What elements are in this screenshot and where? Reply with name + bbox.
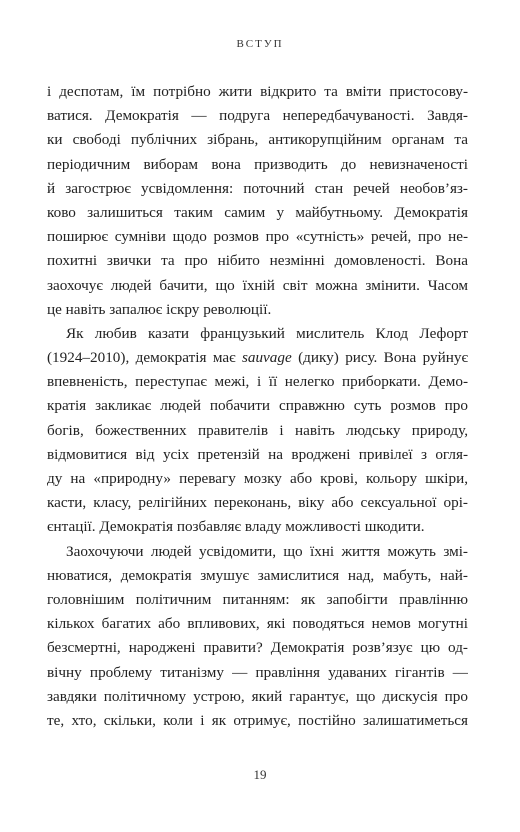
text-line: те, хто, скільки, коли і як отримує, постійно залишатиметься	[47, 711, 468, 729]
text-line: похитні звички та про нібито незмінні домовленості. Вона	[47, 252, 468, 270]
body-text	[47, 80, 468, 733]
text-line: це навіть запалює іскру революції.	[47, 300, 272, 318]
text-line: періодичним виборам вона призводить до невизначеності	[47, 155, 468, 173]
text-line: нюватися, демократія змушує замислитися над, мабуть, най-	[47, 566, 468, 584]
text-line: безсмертні, народжені правити? Демократія розв’язує цю од-	[47, 639, 468, 657]
text-line: впевненість, переступає межі, і її нелегко приборкати. Демо-	[47, 373, 468, 391]
italic-term: sauvage	[241, 349, 292, 367]
text-line: кратія закликає людей побачити справжню суть розмов про	[47, 397, 468, 415]
text-line: ково залишиться таким самим у майбутньому. Демократія	[47, 203, 468, 221]
text-line: завдяки політичному устрою, який гарантує, що дискусія про	[47, 687, 468, 705]
text-line: богів, божественних правителів і навіть людську природу,	[47, 421, 468, 439]
text-line: головнішим політичним питанням: як запобігти правлінню	[47, 590, 468, 608]
text-line: кількох багатих або впливових, які поводяться немов могутні	[47, 615, 468, 633]
text-line: касти, класу, релігійних переконань, віку або сексуальної орі-	[47, 494, 468, 512]
text-line-with-italic	[47, 346, 468, 370]
text-line: поширює сумніви щодо розмов про «сутність» речей, про не-	[47, 228, 468, 246]
text-line: заохочує людей бачити, що їхній світ можна змінити. Часом	[47, 276, 468, 294]
text-line: і деспотам, їм потрібно жити відкрито та вміти пристосову-	[47, 83, 468, 100]
text-line: й загострює усвідомлення: поточний стан речей необов’яз-	[47, 179, 468, 197]
text-line: єнтації. Демократія позбавляє владу можливості шкодити.	[47, 518, 425, 536]
running-head: ВСТУП	[236, 38, 284, 50]
text-line: Заохочуючи людей усвідомити, що їхні життя можуть змі-	[66, 542, 468, 560]
text-line: ду на «природну» перевагу мозку або крові, кольору шкіри,	[47, 470, 468, 487]
text-segment: (дику) рису. Вона руйнує	[291, 349, 468, 367]
text-segment: (1924–2010), демократія має	[47, 349, 242, 367]
text-line: відмовитися від усіх претензій на вроджені привілеї з огля-	[47, 445, 468, 463]
page-number: 19	[253, 767, 267, 782]
text-line: ки свободі публічних зібрань, антикорупційним органам та	[47, 131, 468, 149]
text-line: ватися. Демократія — подруга непередбачуваності. Завдя-	[47, 107, 468, 125]
text-line: Як любив казати французький мислитель Клод Лефорт	[66, 324, 468, 342]
text-line: вічну проблему титанізму — правління удаваних гігантів —	[47, 663, 468, 681]
